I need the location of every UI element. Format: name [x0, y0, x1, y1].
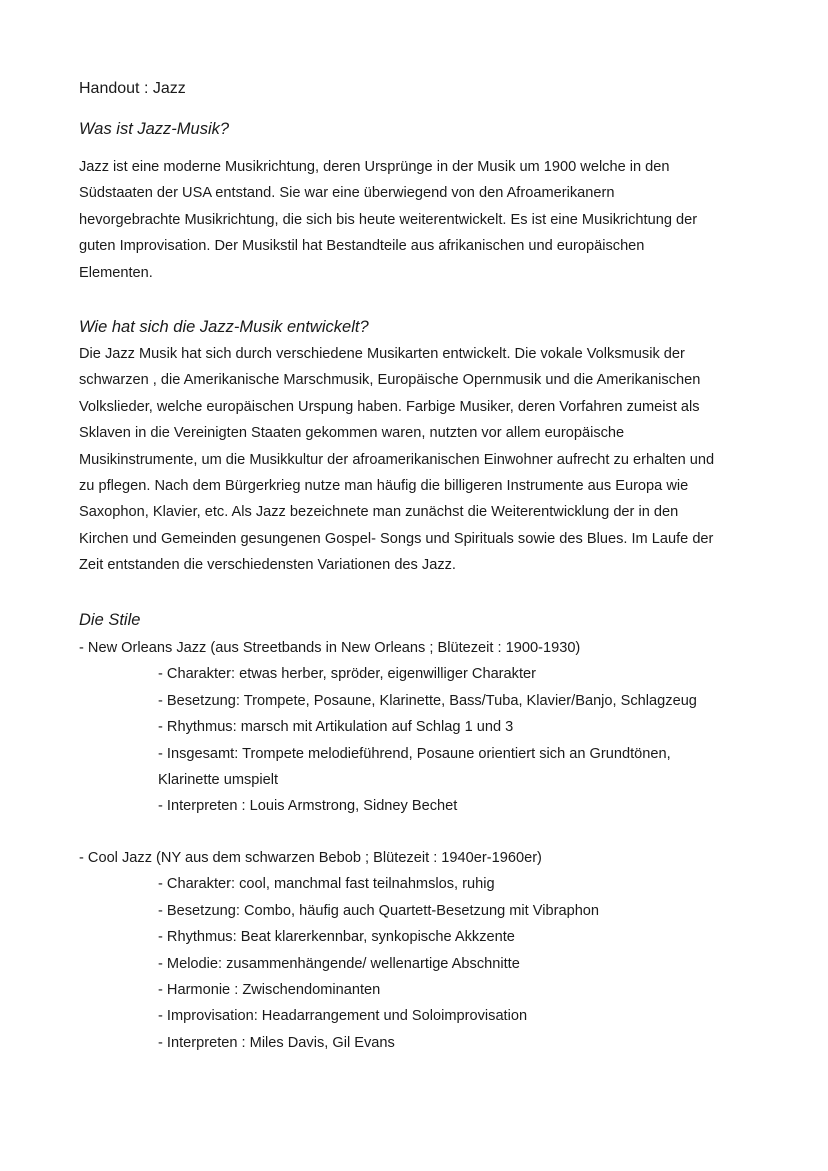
text-line: Musikinstrumente, um die Musikkultur der afroamerikanischen Einwohner aufrecht zu erhalten und — [79, 451, 715, 468]
paragraph-entwicklung — [79, 341, 788, 579]
style-item: - Rhythmus: Beat klarerkennbar, synkopische Akkzente — [158, 929, 515, 946]
style-item: - Charakter: cool, manchmal fast teilnahmslos, ruhig — [158, 876, 495, 893]
style-item: - Melodie: zusammenhängende/ wellenartige Abschnitte — [158, 955, 520, 972]
style-item: - Rhythmus: marsch mit Artikulation auf Schlag 1 und 3 — [158, 719, 514, 736]
style-item: - Interpreten : Miles Davis, Gil Evans — [158, 1034, 395, 1051]
text-line: Die Jazz Musik hat sich durch verschiedene Musikarten entwickelt. Die vokale Volksmusik der — [79, 346, 685, 362]
text-line: Volkslieder, welche europäischen Urspung haben. Farbige Musiker, deren Vorfahren zumeist als — [79, 398, 700, 415]
style-item: - Improvisation: Headarrangement und Soloimprovisation — [158, 1008, 528, 1025]
document-title: Handout : Jazz — [79, 80, 186, 97]
text-line: Südstaaten der USA entstand. Sie war eine überwiegend von den Afroamerikanern — [79, 185, 615, 202]
style-item: - Insgesamt: Trompete melodieführend, Posaune orientiert sich an Grundtönen, — [158, 745, 671, 762]
text-line: hevorgebrachte Musikrichtung, die sich bis heute weiterentwickelt. Es ist eine Musikrichtung der — [79, 211, 698, 228]
paragraph-intro — [79, 154, 788, 286]
text-line: Elementen. — [79, 264, 153, 281]
style-item: - Charakter: etwas herber, spröder, eigenwilliger Charakter — [158, 666, 536, 683]
style-item: - Harmonie : Zwischendominanten — [158, 982, 381, 999]
heading-entwicklung: Wie hat sich die Jazz-Musik entwickelt? — [79, 318, 369, 336]
text-line: zu pflegen. Nach dem Bürgerkrieg nutze man häufig die billigeren Instrumente aus Europa wie — [79, 478, 689, 495]
style-name: - New Orleans Jazz (aus Streetbands in New Orleans ; Blütezeit : 1900-1930) — [79, 640, 581, 656]
text-line: schwarzen , die Amerikanische Marschmusik, Europäische Opernmusik und die Amerikanischen — [79, 372, 701, 389]
text-line: Jazz ist eine moderne Musikrichtung, deren Ursprünge in der Musik um 1900 welche in den — [79, 159, 670, 175]
heading-stile: Die Stile — [79, 611, 141, 629]
text-line: guten Improvisation. Der Musikstil hat Bestandteile aus afrikanischen und europäischen — [79, 238, 645, 255]
style-cool-jazz — [79, 845, 788, 1056]
text-line: Sklaven in die Vereinigten Staaten gekommen waren, nutzten vor allem europäische — [79, 425, 625, 442]
style-item: - Besetzung: Trompete, Posaune, Klarinette, Bass/Tuba, Klavier/Banjo, Schlagzeug — [158, 692, 697, 709]
style-item: - Besetzung: Combo, häufig auch Quartett-Besetzung mit Vibraphon — [158, 902, 600, 919]
text-line: Kirchen und Gemeinden gesungenen Gospel- Songs und Spirituals sowie des Blues. Im Laufe der — [79, 530, 714, 547]
heading-was-ist-jazz: Was ist Jazz-Musik? — [79, 120, 230, 138]
text-line: Saxophon, Klavier, etc. Als Jazz bezeichnete man zunächst die Weiterentwicklung der in den — [79, 504, 679, 521]
style-name: - Cool Jazz (NY aus dem schwarzen Bebob ; Blütezeit : 1940er-1960er) — [79, 850, 542, 866]
style-item: Klarinette umspielt — [158, 772, 279, 789]
text-line: Zeit entstanden die verschiedensten Variationen des Jazz. — [79, 557, 456, 574]
style-new-orleans — [79, 635, 788, 820]
style-item: - Interpreten : Louis Armstrong, Sidney Bechet — [158, 798, 458, 815]
